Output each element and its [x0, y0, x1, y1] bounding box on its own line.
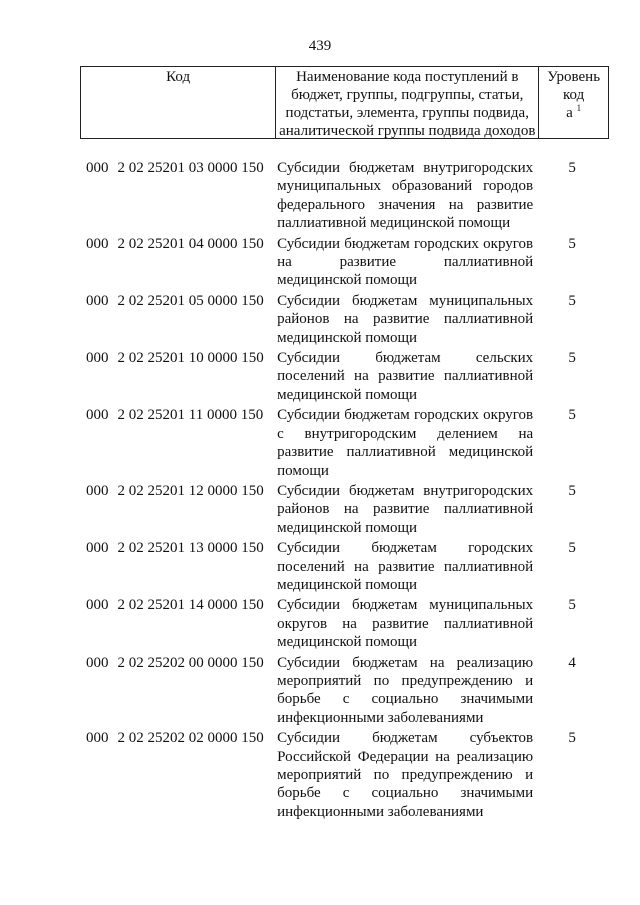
row-name: Субсидии бюджетам городских округов на развитие паллиативной медицинской помощи	[277, 235, 534, 289]
row-admin-code: 000	[86, 730, 109, 747]
row-budget-code: 2 02 25202 02 0000 150	[117, 730, 264, 747]
row-admin-code: 000	[86, 407, 109, 424]
row-name: Субсидии бюджетам внутригородских муниципальных образований городов федерального значения на развитие паллиативной медицинской помощи	[277, 160, 534, 232]
table-row	[80, 292, 609, 347]
table-row	[80, 654, 609, 728]
table-row	[80, 349, 609, 404]
row-level: 5	[568, 730, 576, 747]
table-body	[80, 159, 609, 823]
table-row	[80, 729, 609, 821]
row-budget-code: 2 02 25201 11 0000 150	[117, 407, 264, 424]
table-row	[80, 406, 609, 480]
row-budget-code: 2 02 25201 14 0000 150	[117, 597, 264, 614]
row-name: Субсидии бюджетам муниципальных районов на развитие паллиативной медицинской помощи	[277, 292, 534, 346]
row-level: 5	[568, 597, 576, 614]
row-admin-code: 000	[86, 235, 109, 252]
row-budget-code: 2 02 25201 05 0000 150	[117, 292, 264, 309]
table-row	[80, 539, 609, 594]
row-admin-code: 000	[86, 160, 109, 176]
header-level	[539, 67, 608, 138]
header-level-text-2: а	[566, 105, 573, 121]
header-level-footnote: 1	[576, 103, 582, 113]
row-name: Субсидии бюджетам внутригородских районов на развитие паллиативной медицинской помощи	[277, 482, 534, 536]
row-admin-code: 000	[86, 350, 109, 367]
row-level: 5	[568, 350, 576, 367]
row-level: 5	[568, 235, 576, 252]
row-budget-code: 2 02 25201 10 0000 150	[117, 350, 264, 367]
table-row	[80, 235, 609, 290]
row-budget-code: 2 02 25201 04 0000 150	[117, 235, 264, 252]
row-admin-code: 000	[86, 292, 109, 309]
row-admin-code: 000	[86, 482, 109, 499]
row-admin-code: 000	[86, 597, 109, 614]
row-budget-code: 2 02 25201 12 0000 150	[117, 482, 264, 499]
header-level-text: Уровень код	[547, 69, 601, 103]
row-admin-code: 000	[86, 654, 109, 671]
row-level: 5	[568, 540, 576, 557]
table-header	[80, 66, 609, 139]
row-budget-code: 2 02 25201 13 0000 150	[117, 540, 264, 557]
row-level: 5	[568, 482, 576, 499]
table-row	[80, 159, 609, 233]
row-budget-code: 2 02 25201 03 0000 150	[117, 160, 264, 176]
row-budget-code: 2 02 25202 00 0000 150	[117, 654, 264, 671]
row-admin-code: 000	[86, 540, 109, 557]
row-level: 4	[568, 654, 576, 671]
row-name: Субсидии бюджетам сельских поселений на развитие паллиативной медицинской помощи	[277, 350, 534, 403]
row-name: Субсидии бюджетам муниципальных округов на развитие паллиативной медицинской помощи	[277, 597, 534, 651]
header-code: Код	[81, 67, 276, 138]
header-name: Наименование кода поступлений в бюджет, группы, подгруппы, статьи, подстатьи, элемента, группы подвида, аналитической группы подвида доходов	[276, 67, 539, 138]
table-row	[80, 596, 609, 651]
row-name: Субсидии бюджетам городских округов с внутригородским делением на развитие паллиативной медицинской помощи	[277, 407, 534, 479]
page-number: 439	[308, 38, 332, 54]
row-name: Субсидии бюджетам на реализацию мероприятий по предупреждению и борьбе с социально значимыми инфекционными заболеваниями	[277, 654, 534, 726]
table-row	[80, 482, 609, 537]
row-name: Субсидии бюджетам субъектов Российской Федерации на реализацию мероприятий по предупреждению и борьбе с социально значимыми инфекционными заболеваниями	[277, 730, 534, 820]
row-name: Субсидии бюджетам городских поселений на развитие паллиативной медицинской помощи	[277, 540, 534, 593]
row-level: 5	[568, 292, 576, 309]
row-level: 5	[568, 407, 576, 424]
row-level: 5	[568, 160, 576, 176]
